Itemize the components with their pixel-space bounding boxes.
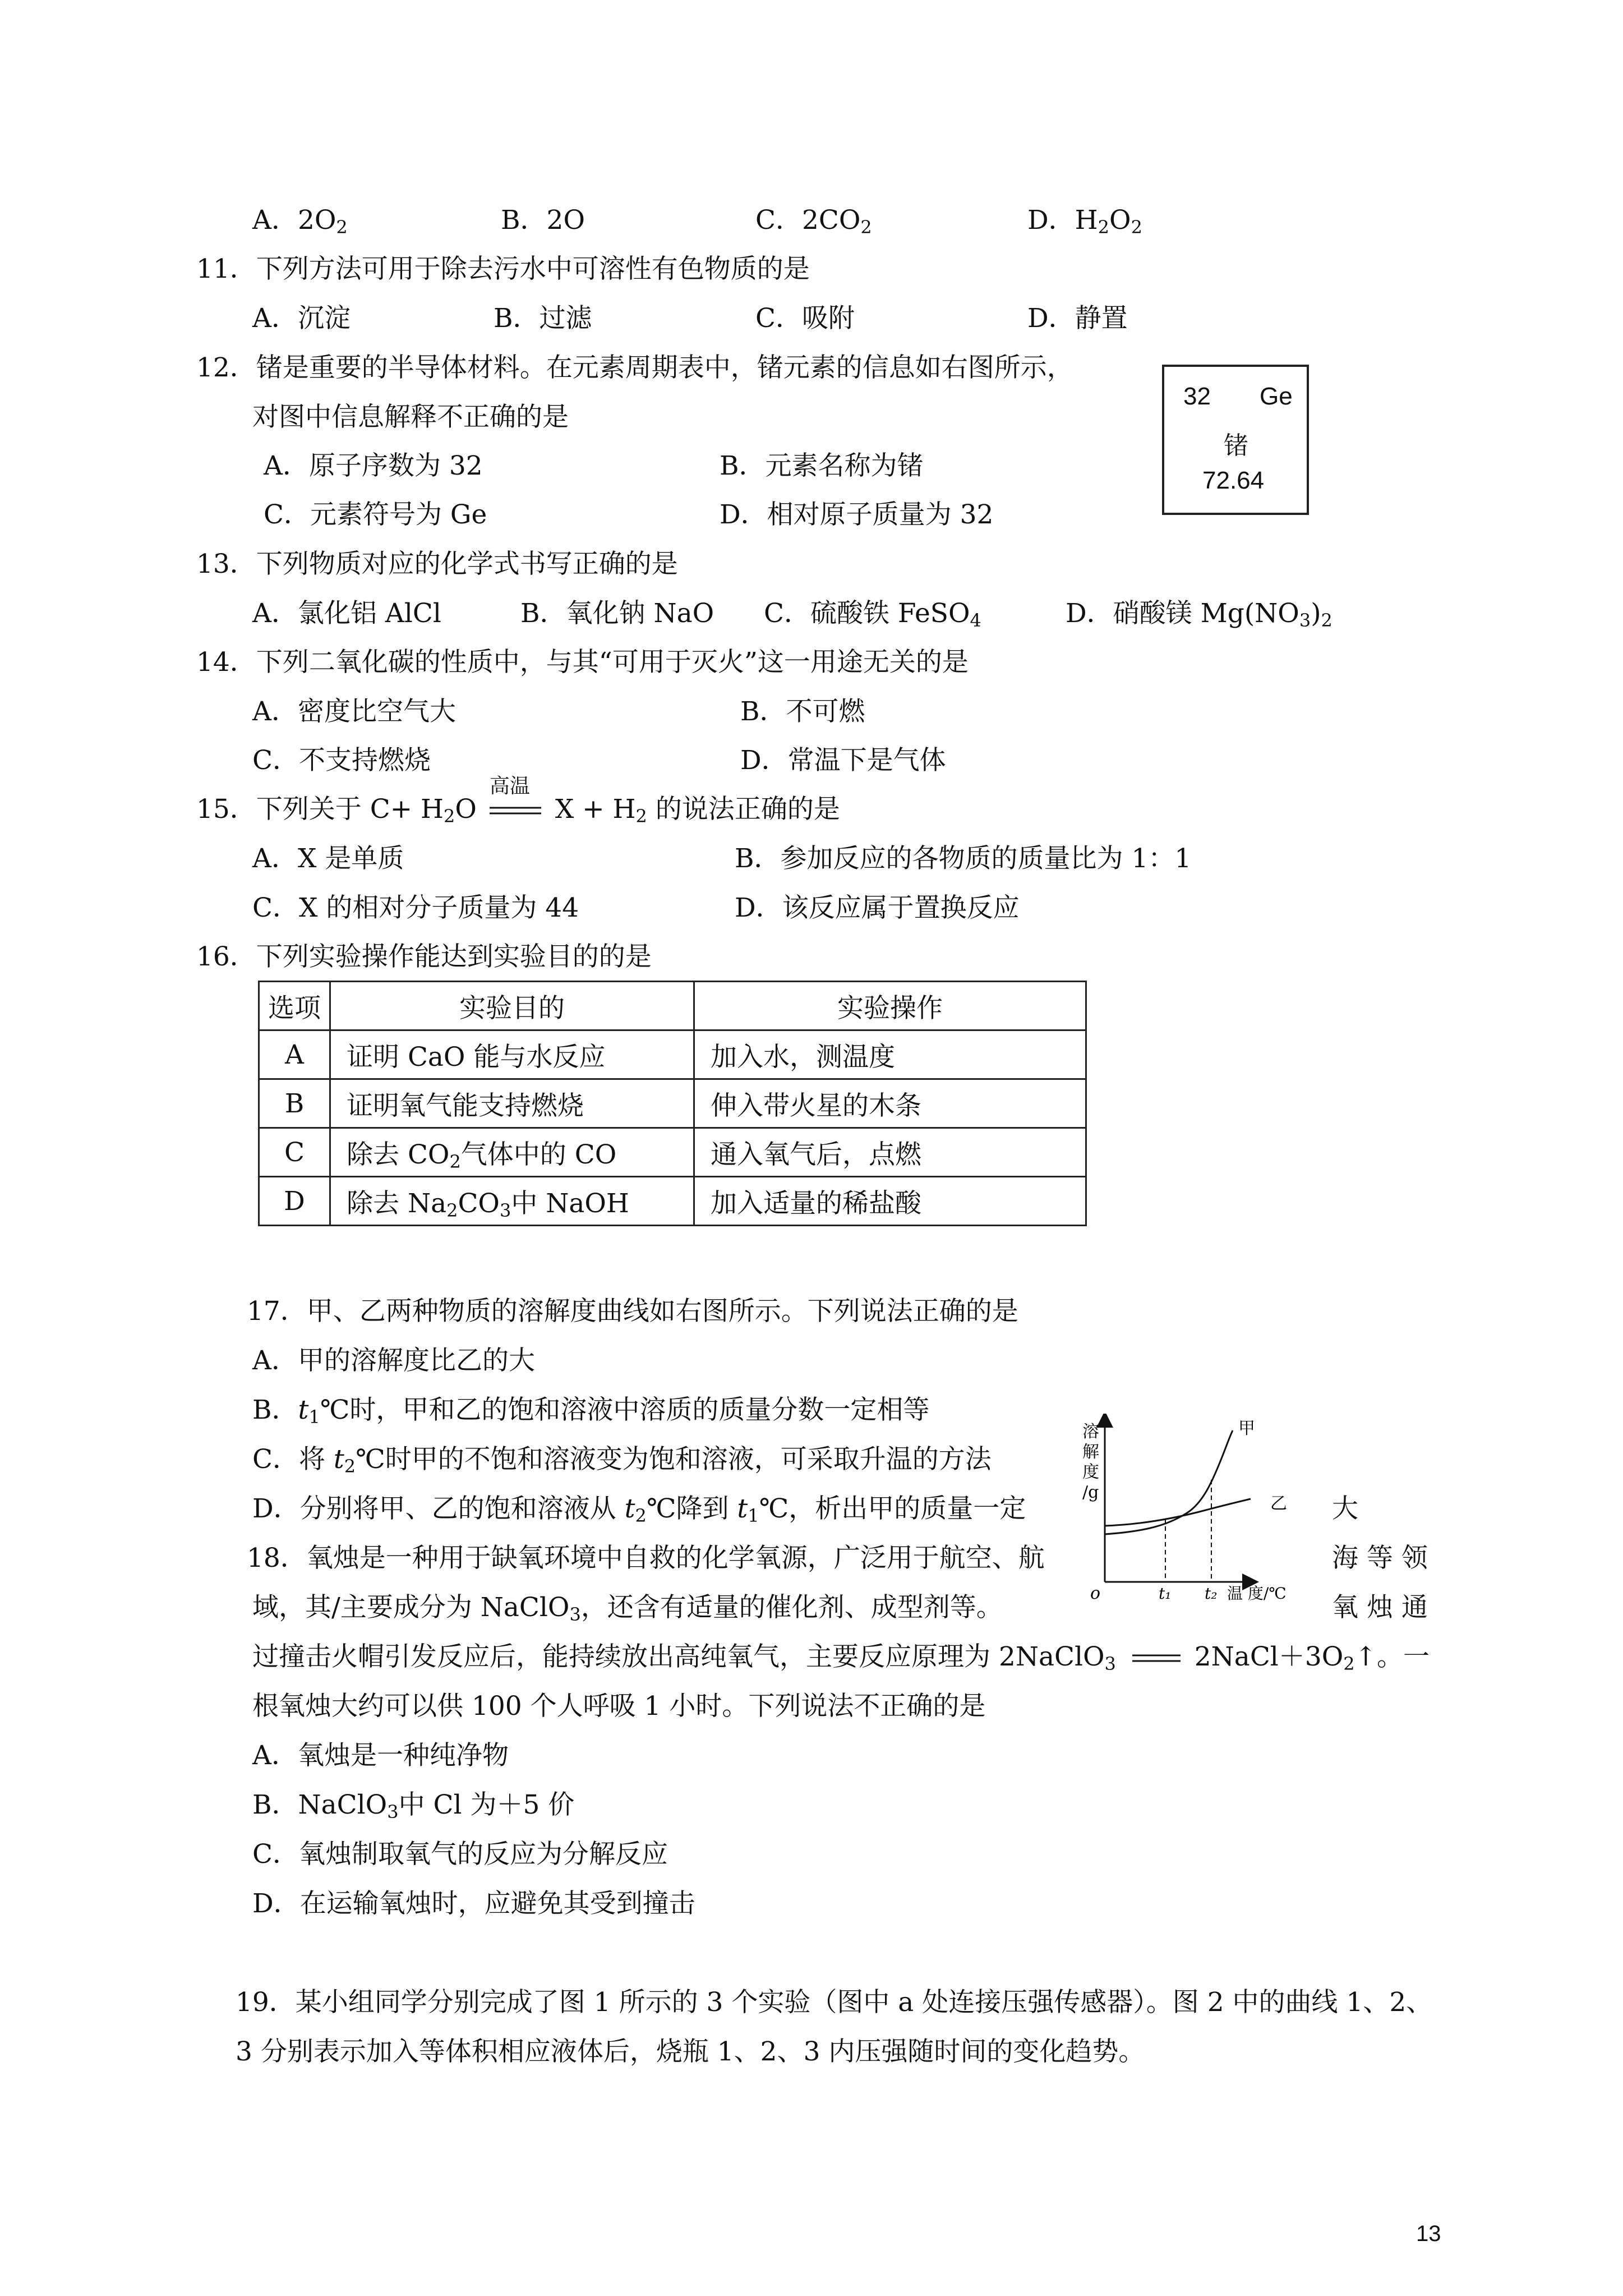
y-label-1: 溶: [1082, 1422, 1099, 1442]
q18-line2-tail: 氧 烛 通: [1332, 1592, 1428, 1623]
table-row: [259, 1030, 1086, 1079]
q18-option-c: C．氧烛制取氧气的反应为分解反应: [252, 1839, 668, 1870]
q15-stem: 15．下列关于 $C+ H_2O$ 高温 $X + H_2$ 的说法正确的是: [196, 794, 840, 827]
q17-stem: 17．甲、乙两种物质的溶解度曲线如右图所示。下列说法正确的是: [247, 1296, 1018, 1327]
row-goal: 除去 $CO_2$气体中的 CO: [330, 1128, 694, 1177]
table-header-row: [259, 982, 1086, 1030]
page-number: 13: [1416, 2221, 1441, 2246]
q18-line2: 域，其/主要成分为 NaClO$_3$，还含有适量的催化剂、成型剂等。: [252, 1592, 1003, 1625]
q19-line1: 19．某小组同学分别完成了图 1 所示的 3 个实验（图中 a 处连接压强传感器）。图 2 中的曲线 1、2、: [236, 1987, 1433, 2018]
row-option: C: [259, 1128, 330, 1177]
t2-label: t₂: [1205, 1584, 1218, 1603]
q10-option-d: D．$H_2O_2$: [1027, 205, 1142, 238]
q15-option-a: A．X 是单质: [252, 843, 404, 874]
q14-option-b: B．不可燃: [740, 696, 865, 727]
row-goal: 证明 CaO 能与水反应: [330, 1030, 694, 1079]
q10-option-b: B．2O: [501, 205, 585, 236]
q12-option-c: C．元素符号为 Ge: [264, 499, 487, 530]
q13-option-b: B．氧化钠 NaO: [520, 598, 714, 629]
q17-option-b: B．$t_1℃$时，甲和乙的饱和溶液中溶质的质量分数一定相等: [252, 1395, 930, 1428]
t1-label: t₁: [1159, 1584, 1172, 1603]
q18-option-a: A．氧烛是一种纯净物: [252, 1740, 509, 1771]
y-label-2: 解: [1082, 1442, 1099, 1462]
row-operation: 通入氧气后，点燃: [694, 1128, 1086, 1177]
q10-option-c: C．$2CO_2$: [755, 205, 872, 238]
row-operation: 加入水，测温度: [694, 1030, 1086, 1079]
q14-option-c: C．不支持燃烧: [252, 745, 431, 776]
q13-option-a: A．氯化铝 AlCl: [252, 598, 441, 629]
q11-option-b: B．过滤: [494, 303, 592, 334]
y-label-3: 度: [1082, 1462, 1099, 1482]
reaction-condition: 高温: [489, 775, 530, 798]
q17-option-c: C．将 $t_2℃$时甲的不饱和溶液变为饱和溶液，可采取升温的方法: [252, 1444, 992, 1477]
q18-line4: 根氧烛大约可以供 100 个人呼吸 1 小时。下列说法不正确的是: [252, 1691, 986, 1722]
q11-stem: 11．下列方法可用于除去污水中可溶性有色物质的是: [196, 254, 810, 284]
table-row: [259, 1079, 1086, 1128]
q18-option-d: D．在运输氧烛时，应避免其受到撞击: [252, 1888, 695, 1919]
q14-stem: 14．下列二氧化碳的性质中，与其“可用于灭火”这一用途无关的是: [196, 647, 969, 678]
q14-option-a: A．密度比空气大: [252, 696, 456, 727]
q11-option-c: C．吸附: [755, 303, 855, 334]
row-option: D: [259, 1177, 330, 1226]
q12-option-b: B．元素名称为锗: [720, 450, 924, 481]
q16-stem: 16．下列实验操作能达到实验目的的是: [196, 941, 652, 972]
row-option: B: [259, 1079, 330, 1128]
q10-option-a: A．$2O_2$: [252, 205, 348, 238]
curve-yi: [1105, 1499, 1251, 1526]
q14-option-d: D．常温下是气体: [740, 745, 946, 776]
q18-line1-tail: 海 等 领: [1332, 1543, 1428, 1573]
reaction-equals-sign: [1124, 1643, 1186, 1674]
element-card-germanium: [1162, 365, 1309, 515]
solubility-chart: [1082, 1414, 1374, 1616]
origin-label: o: [1090, 1584, 1101, 1603]
q11-option-d: D．静置: [1027, 303, 1128, 334]
q13-option-d: D．硝酸镁 $Mg(NO_3)_2$: [1066, 598, 1332, 631]
element-atomic-number: 32: [1183, 383, 1211, 410]
row-operation: 伸入带火星的木条: [694, 1079, 1086, 1128]
q15-option-b: B．参加反应的各物质的质量比为 1：1: [735, 843, 1192, 874]
q16-table: [258, 981, 1087, 1226]
table-header-goal: 实验目的: [330, 982, 694, 1030]
row-operation: 加入适量的稀盐酸: [694, 1177, 1086, 1226]
row-goal: 除去 $Na_2CO_3$中 NaOH: [330, 1177, 694, 1226]
table-header-operation: 实验操作: [694, 982, 1086, 1030]
x-axis-label: 温 度/℃: [1227, 1584, 1287, 1603]
row-option: A: [259, 1030, 330, 1079]
row-goal: 证明氧气能支持燃烧: [330, 1079, 694, 1128]
table-row: [259, 1177, 1086, 1226]
reaction-equals-sign: [485, 775, 547, 827]
q15-option-c: C．X 的相对分子质量为 44: [252, 892, 579, 923]
y-label-4: /g: [1082, 1483, 1099, 1502]
q12-stem-line2: 对图中信息解释不正确的是: [252, 402, 569, 432]
q17-option-d: D．分别将甲、乙的饱和溶液从 $t_2℃$降到 $t_1℃$，析出甲的质量一定: [252, 1493, 1026, 1526]
table-row: [259, 1128, 1086, 1177]
q13-stem: 13．下列物质对应的化学式书写正确的是: [196, 549, 678, 579]
q18-line3: 过撞击火帽引发反应后，能持续放出高纯氧气，主要反应原理为 2NaClO$_3$ $2NaCl+3O_2↑$。一: [252, 1641, 1430, 1674]
table-header-option: 选项: [259, 982, 330, 1030]
series-yi-label: 乙: [1270, 1494, 1287, 1513]
element-atomic-mass: 72.64: [1202, 467, 1265, 494]
q18-line1: 18．氧烛是一种用于缺氧环境中自救的化学氧源，广泛用于航空、航: [247, 1543, 1045, 1573]
q12-option-a: A．原子序数为 32: [264, 450, 483, 481]
q17-option-d-tail: 大: [1332, 1493, 1358, 1524]
q12-stem-line1: 12．锗是重要的半导体材料。在元素周期表中，锗元素的信息如右图所示，: [196, 352, 1073, 383]
series-jia-label: 甲: [1238, 1419, 1255, 1438]
q11-option-a: A．沉淀: [252, 303, 351, 334]
q12-option-d: D．相对原子质量为 32: [720, 499, 994, 530]
element-symbol: Ge: [1260, 383, 1293, 410]
q13-option-c: C．硫酸铁 FeSO$_4$: [764, 598, 981, 631]
q17-option-a: A．甲的溶解度比乙的大: [252, 1345, 535, 1376]
q15-option-d: D．该反应属于置换反应: [735, 892, 1020, 923]
q18-option-b: B．NaClO$_3$中 Cl 为＋5 价: [252, 1789, 575, 1823]
element-name: 锗: [1224, 431, 1248, 460]
q19-line2: 3 分别表示加入等体积相应液体后，烧瓶 1、2、3 内压强随时间的变化趋势。: [236, 2036, 1145, 2067]
